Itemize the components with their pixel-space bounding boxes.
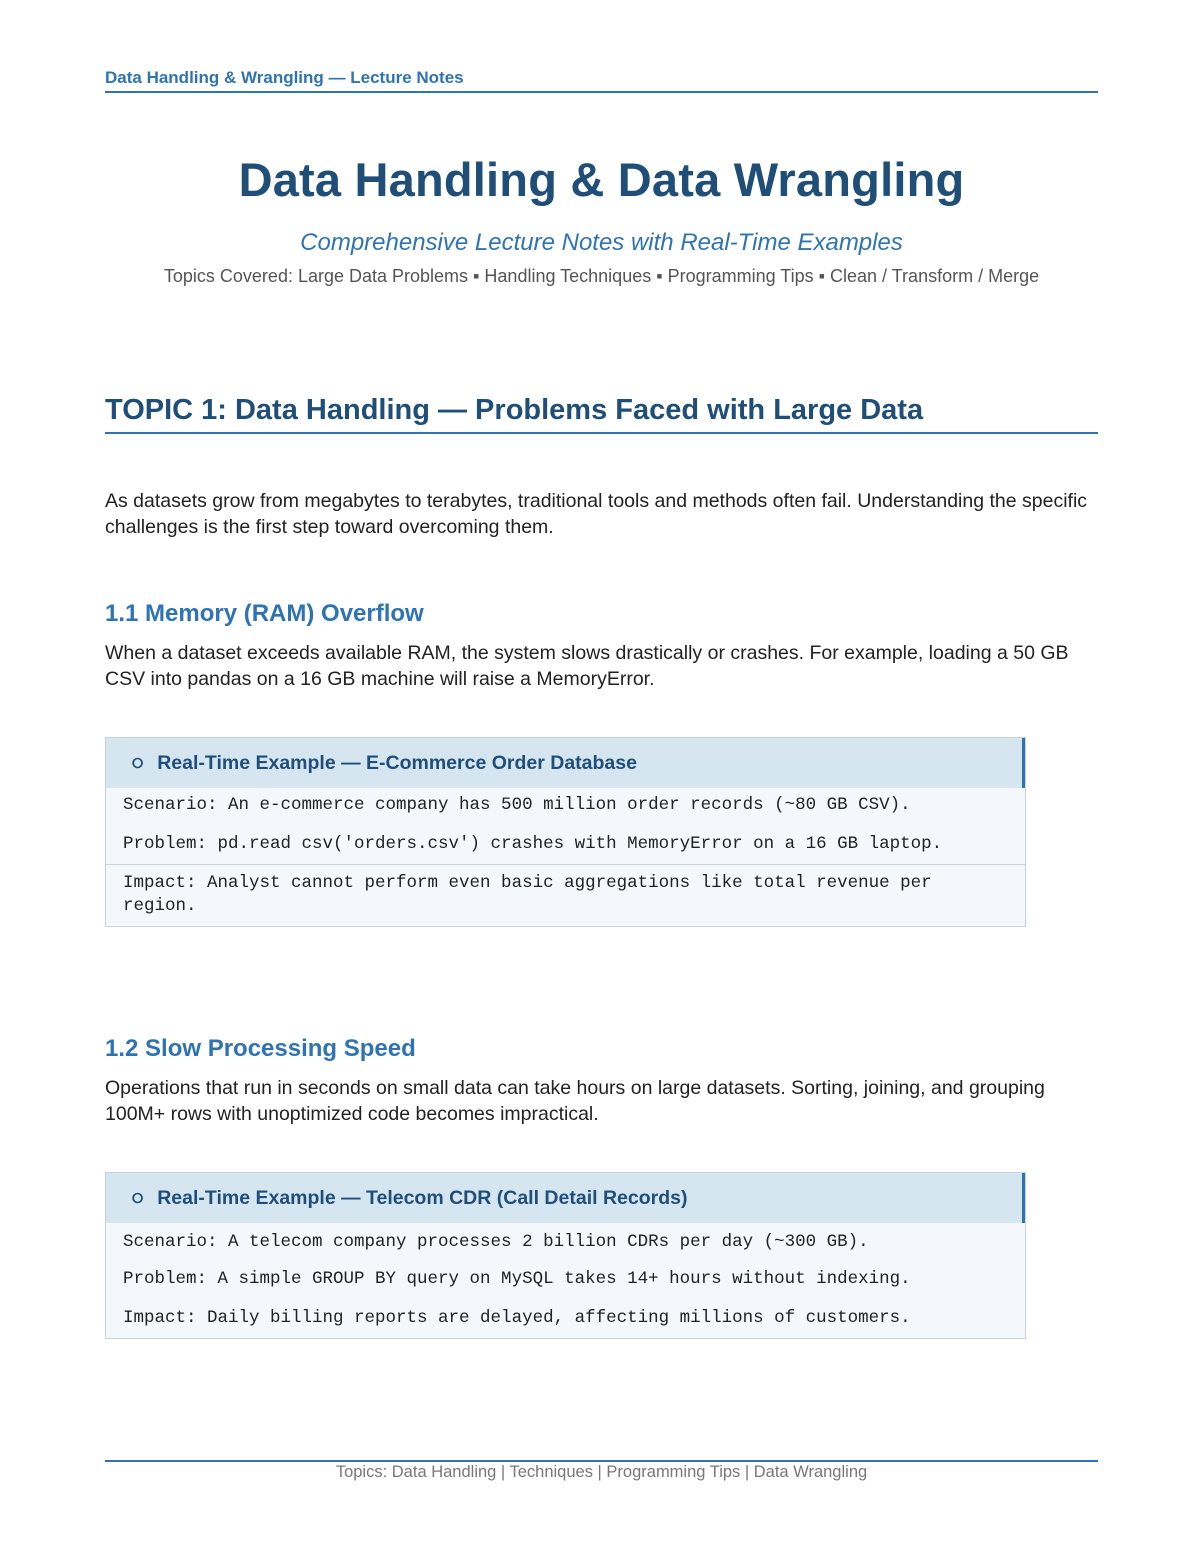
example-box-telecom xyxy=(105,1172,1026,1339)
header-rule xyxy=(105,91,1098,93)
example-problem: Problem: A simple GROUP BY query on MySQL takes 14+ hours without indexing. xyxy=(123,1269,911,1289)
example-box-ecommerce xyxy=(105,737,1026,927)
topic-1-heading: TOPIC 1: Data Handling — Problems Faced with Large Data xyxy=(105,394,924,426)
topic-1-rule xyxy=(105,432,1098,434)
example-impact: Impact: Analyst cannot perform even basic aggregations like total revenue per region. xyxy=(123,873,932,916)
example-title: Real-Time Example — E-Commerce Order Database xyxy=(157,751,637,774)
section-1-2-body: Operations that run in seconds on small data can take hours on large datasets. Sorting, joining, and grouping 100M+ rows with unoptimized code becomes impractical. xyxy=(105,1077,1045,1125)
example-problem: Problem: pd.read csv('orders.csv') crashes with MemoryError on a 16 GB laptop. xyxy=(123,834,943,854)
example-impact: Impact: Daily billing reports are delayed, affecting millions of customers. xyxy=(123,1308,911,1328)
topics-covered: Topics Covered: Large Data Problems ▪ Handling Techniques ▪ Programming Tips ▪ Clean / Transform / Merge xyxy=(163,266,1040,286)
example-header xyxy=(106,738,1025,788)
section-1-1-heading: 1.1 Memory (RAM) Overflow xyxy=(105,600,424,627)
footer-rule xyxy=(105,1460,1098,1462)
example-body xyxy=(106,788,1025,926)
running-header: Data Handling & Wrangling — Lecture Notes xyxy=(105,68,464,87)
example-header xyxy=(106,1173,1025,1223)
page-footer: Topics: Data Handling | Techniques | Programming Tips | Data Wrangling xyxy=(335,1463,868,1481)
topic-1-intro: As datasets grow from megabytes to terabytes, traditional tools and methods often fail. Understanding the specific challenges is the first step toward overcoming them. xyxy=(105,490,1088,538)
section-1-1-body: When a dataset exceeds available RAM, the system slows drastically or crashes. For example, loading a 50 GB CSV into pandas on a 16 GB machine will raise a MemoryError. xyxy=(105,642,1069,690)
section-1-2-heading: 1.2 Slow Processing Speed xyxy=(105,1035,416,1062)
example-scenario: Scenario: A telecom company processes 2 billion CDRs per day (~300 GB). xyxy=(123,1232,869,1252)
example-scenario: Scenario: An e-commerce company has 500 million order records (~80 GB CSV). xyxy=(123,795,911,815)
example-body xyxy=(106,1223,1025,1338)
circle-bullet-icon: ⭘ xyxy=(132,1189,144,1206)
document-title: Data Handling & Data Wrangling xyxy=(238,153,965,206)
example-title: Real-Time Example — Telecom CDR (Call Detail Records) xyxy=(157,1186,688,1209)
document-subtitle: Comprehensive Lecture Notes with Real-Time Examples xyxy=(300,229,903,256)
circle-bullet-icon: ⭘ xyxy=(132,754,144,771)
